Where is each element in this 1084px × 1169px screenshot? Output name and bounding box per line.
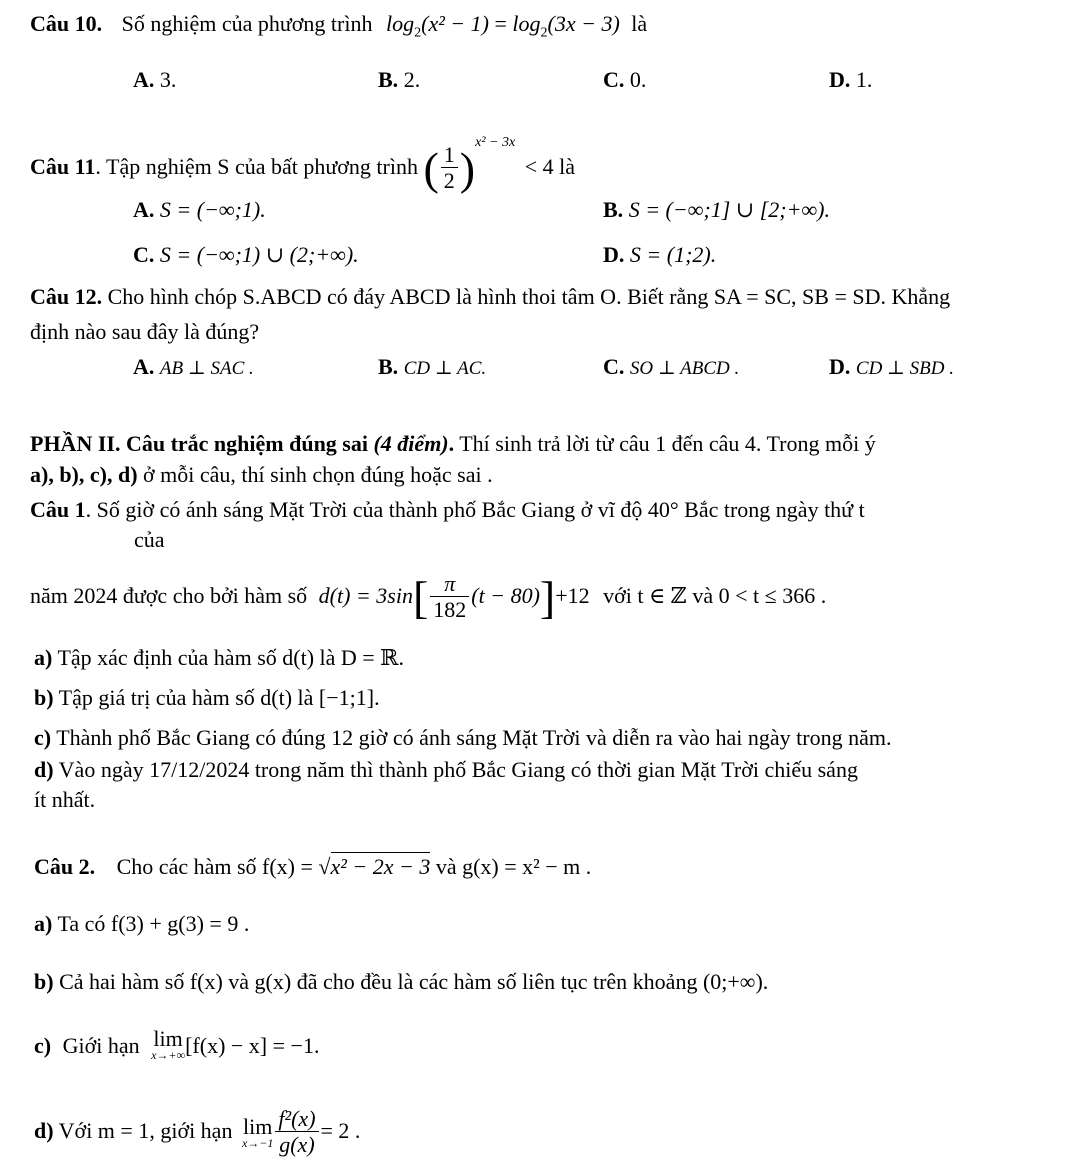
p2q2-c-lim: lim x→+∞	[151, 1026, 186, 1062]
q12-label: Câu 12.	[30, 284, 103, 309]
q11-option-b[interactable]: B. S = (−∞;1] ∪ [2;+∞).	[603, 197, 830, 222]
p2q1-text2: của	[134, 527, 165, 552]
q11-option-a[interactable]: A. S = (−∞;1).	[133, 197, 266, 222]
q10-label: Câu 10.	[30, 11, 103, 36]
q10-option-d[interactable]: D. 1.	[829, 67, 873, 92]
q12-stem	[30, 283, 950, 311]
q11-label: Câu 11	[30, 154, 96, 179]
p2q1-condition: với t ∈ ℤ và 0 < t ≤ 366 .	[603, 583, 827, 608]
q12-option-a[interactable]: A. AB ⊥ SAC .	[133, 354, 254, 379]
q12-text1: Cho hình chóp S.ABCD có đáy ABCD là hình thoi tâm O. Biết rằng SA = SC, SB = SD. Khẳng	[107, 284, 951, 309]
q12-option-b[interactable]: B. CD ⊥ AC.	[378, 354, 487, 379]
p2q2-label: Câu 2.	[34, 854, 96, 879]
q10-stem: Câu 10. Số nghiệm của phương trình $\log_2(x^2 - 1) = \log_2(3x - 3)$ là	[30, 11, 648, 41]
q12-option-c[interactable]: C. SO ⊥ ABCD .	[603, 354, 740, 379]
p2q2-item-a[interactable]: a) Ta có f(3) + g(3) = 9 .	[34, 911, 250, 936]
q10-arg1: (x² − 1)	[421, 11, 489, 36]
q10-option-a[interactable]: A. 3.	[133, 67, 177, 92]
q11-option-c[interactable]: C. S = (−∞;1) ∪ (2;+∞).	[133, 242, 359, 267]
p2q1-func: d(t) = 3sin	[318, 583, 413, 608]
q10-option-b[interactable]: B. 2.	[378, 67, 421, 92]
q10-log1: log	[386, 11, 415, 36]
p2q2-sqrt-arg: x² − 2x − 3	[330, 854, 431, 879]
p2q1-stem: Câu 1. Số giờ có ánh sáng Mặt Trời của thành phố Bắc Giang ở vĩ độ 40° Bắc trong ngày thứ t	[30, 497, 865, 522]
p2q1-item-a[interactable]: a) Tập xác định của hàm số d(t) là D = ℝ.	[34, 645, 404, 670]
p2q1-item-b[interactable]: b) Tập giá trị của hàm số d(t) là [−1;1].	[34, 685, 380, 710]
part2-title: PHẦN II. Câu trắc nghiệm đúng sai	[30, 431, 374, 456]
p2q1-item-c[interactable]: c) Thành phố Bắc Giang có đúng 12 giờ có ánh sáng Mặt Trời và diễn ra vào hai ngày trong năm.	[34, 725, 892, 750]
q11-text: . Tập nghiệm S của bất phương trình	[95, 154, 418, 179]
q11-exponent: x² − 3x	[475, 135, 516, 150]
q11-stem: Câu 11. Tập nghiệm S của bất phương trình ( $\frac{1}{2}$ )$^{x^2 - 3x}$ < 4 là	[30, 135, 575, 194]
p2q2-item-c[interactable]: c) Giới hạn lim x→+∞ [f(x) − x] = −1.	[34, 1026, 320, 1062]
p2q2-d-lim: lim x→−1	[241, 1113, 274, 1150]
q11-fraction: $\frac{1}{2}$	[441, 143, 458, 194]
p2q2-item-d[interactable]: d) Với m = 1, giới hạn lim x→−1 $\frac{\text{f²(x)}}{g(x)}$ = 2 .	[34, 1106, 361, 1158]
q10-log2: log	[512, 11, 541, 36]
q12-option-d[interactable]: D. CD ⊥ SBD .	[829, 354, 954, 379]
q12-text2: định nào sau đây là đúng?	[30, 319, 260, 344]
p2q1-label: Câu 1	[30, 497, 86, 522]
p2q2-d-fraction: $\frac{\text{f²(x)}}{g(x)}$	[275, 1107, 318, 1158]
q11-option-d[interactable]: D. S = (1;2).	[603, 242, 717, 267]
part2-instructions: a), b), c), d) ở mỗi câu, thí sinh chọn đúng hoặc sai .	[30, 462, 493, 487]
p2q2-item-b[interactable]: b) Cả hai hàm số f(x) và g(x) đã cho đều là các hàm số liên tục trên khoảng (0;+∞).	[34, 969, 769, 994]
p2q1-formula-line: năm 2024 được cho bởi hàm số d(t) = 3sin[ $\frac{\pi}{182}$ (t − 80)]+12 với t ∈ ℤ và 0 < t ≤ 366 .	[30, 571, 827, 623]
p2q1-item-d[interactable]: d) Vào ngày 17/12/2024 trong năm thì thành phố Bắc Giang có thời gian Mặt Trời chiếu sáng	[34, 757, 858, 782]
p2q1-fraction: $\frac{\pi}{182}$	[430, 572, 469, 623]
q10-arg2: (3x − 3)	[547, 11, 620, 36]
p2q2-stem: Câu 2. Cho các hàm số f(x) = √x² − 2x − 3 và g(x) = x² − m .	[34, 854, 592, 879]
part2-heading: PHẦN II. Câu trắc nghiệm đúng sai (4 điểm). Thí sinh trả lời từ câu 1 đến câu 4. Trong mỗi ý	[30, 431, 876, 456]
p2q1-item-d-cont: ít nhất.	[34, 787, 96, 812]
q10-option-c[interactable]: C. 0.	[603, 67, 647, 92]
q10-text: Số nghiệm của phương trình	[121, 11, 373, 36]
